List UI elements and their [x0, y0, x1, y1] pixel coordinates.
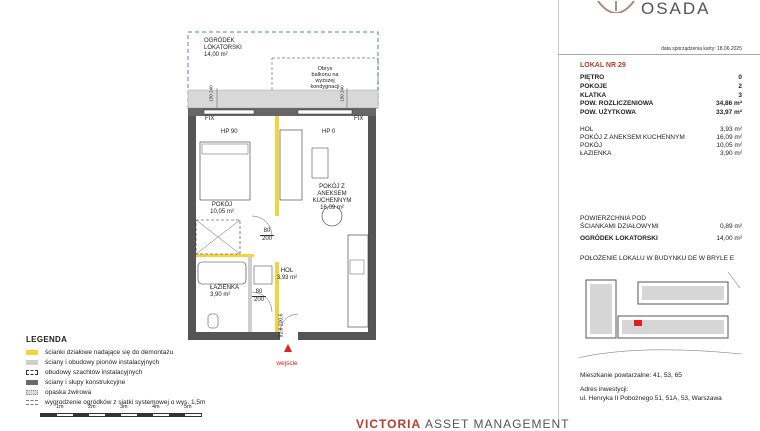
logo — [596, 0, 636, 12]
legend-item: wygrodzenie ogródków z siatki systemowej o wys. 1,5m — [26, 397, 256, 407]
garden-label: OGRÓDEK LOKATORSKI 14,00 m² — [204, 38, 242, 58]
legend-item: ścianki działowe nadające się do demontażu — [26, 347, 256, 357]
legend-item: obudowy szachtów instalacyjnych — [26, 367, 256, 377]
hp-right-label: HP 0 — [322, 129, 336, 135]
kitchen-counter — [348, 235, 368, 327]
summary-row: PIĘTRO 0 — [580, 74, 742, 81]
bathtub — [198, 262, 246, 284]
summary-row: POKOJE 2 — [580, 83, 742, 90]
outer-wall-left — [188, 108, 196, 340]
site-location-map — [578, 268, 742, 366]
summary-row: KLATKA 3 — [580, 92, 742, 99]
hol-label: HOL 3,93 m² — [276, 268, 298, 281]
footer-brand: VICTORIA ASSET MANAGEMENT — [356, 417, 570, 431]
room-label: POKÓJ 10,05 m² — [210, 202, 234, 215]
column-divider — [558, 0, 559, 428]
balcony-label: Obrys balkonu na wyższej kondygnacji — [310, 66, 340, 90]
wardrobe — [312, 148, 328, 178]
repeated-units: Mieszkanie powtarzalne: 41, 53, 65 — [580, 372, 682, 379]
scale-bar: 1m 2m 3m 4m 5m — [40, 404, 200, 414]
hp-left-label: HP 90 — [221, 129, 238, 135]
kitchen-room-label: POKÓJ Z ANEKSEM KUCHENNYM 16,09 m² — [312, 184, 352, 211]
door-2-label: 80 200 — [253, 289, 264, 303]
unit-title: LOKAL NR 29 — [580, 62, 626, 69]
legend-title: LEGENDA — [26, 335, 68, 344]
outer-wall-right — [368, 108, 376, 340]
summary-row: POW. UŻYTKOWA 33,97 m² — [580, 109, 742, 116]
room-row: HOL 3,93 m² — [580, 126, 742, 133]
fix-right-label: FIX — [354, 116, 364, 122]
room-row: POKÓJ Z ANEKSEM KUCHENNYM 16,09 m² — [580, 134, 742, 141]
dim-left: 150 240 — [208, 85, 214, 102]
partition-wall-horizontal — [196, 254, 254, 257]
legend-item: opaska żwirowa — [26, 387, 256, 397]
dim-right: 150 240 — [339, 85, 345, 102]
bath-label: ŁAZIENKA 3,90 m² — [210, 285, 240, 298]
room-row: ŁAZIENKA 3,90 m² — [580, 150, 742, 157]
logo-word: OSADA — [641, 0, 711, 18]
under-walls-row: POWIERZCHNIA POD ŚCIANKAMI DZIAŁOWYMI 0,89 m² — [580, 215, 742, 230]
entrance-arrow-icon — [284, 344, 292, 352]
legend — [26, 335, 256, 407]
washing-machine — [254, 266, 272, 284]
summary-row: POW. ROZLICZENIOWA 34,86 m² — [580, 100, 742, 107]
gravel-strip — [188, 90, 378, 108]
header-divider — [558, 54, 760, 55]
legend-item: ściany i obudowy pionów instalacyjnych — [26, 357, 256, 367]
legend-item: ściany i słupy konstrukcyjne — [26, 377, 256, 387]
address-label: Adres inwestycji: — [580, 386, 629, 393]
partition-wall-vertical — [275, 116, 279, 216]
sofa — [280, 130, 302, 200]
location-title: POŁOŻENIE LOKALU W BUDYNKU DE W BRYLE E — [580, 255, 735, 262]
address: ul. Henryka II Pobożnego 51, 51A, 53, Warszawa — [580, 395, 722, 402]
toilet — [208, 314, 218, 328]
door-3-label: 92,8 200,6 — [278, 313, 285, 338]
entrance-label: wejście — [276, 360, 298, 367]
door-1-label: 80 200 — [261, 228, 272, 242]
card-date: data sporządzenia karty: 18.06.2025 — [661, 46, 742, 52]
room-row: POKÓJ 10,05 m² — [580, 142, 742, 149]
logo-mark-icon — [596, 1, 636, 13]
fix-left-label: FIX — [205, 116, 215, 122]
unit-highlight — [634, 320, 642, 326]
garden-row: OGRÓDEK LOKATORSKI 14,00 m² — [580, 235, 742, 242]
